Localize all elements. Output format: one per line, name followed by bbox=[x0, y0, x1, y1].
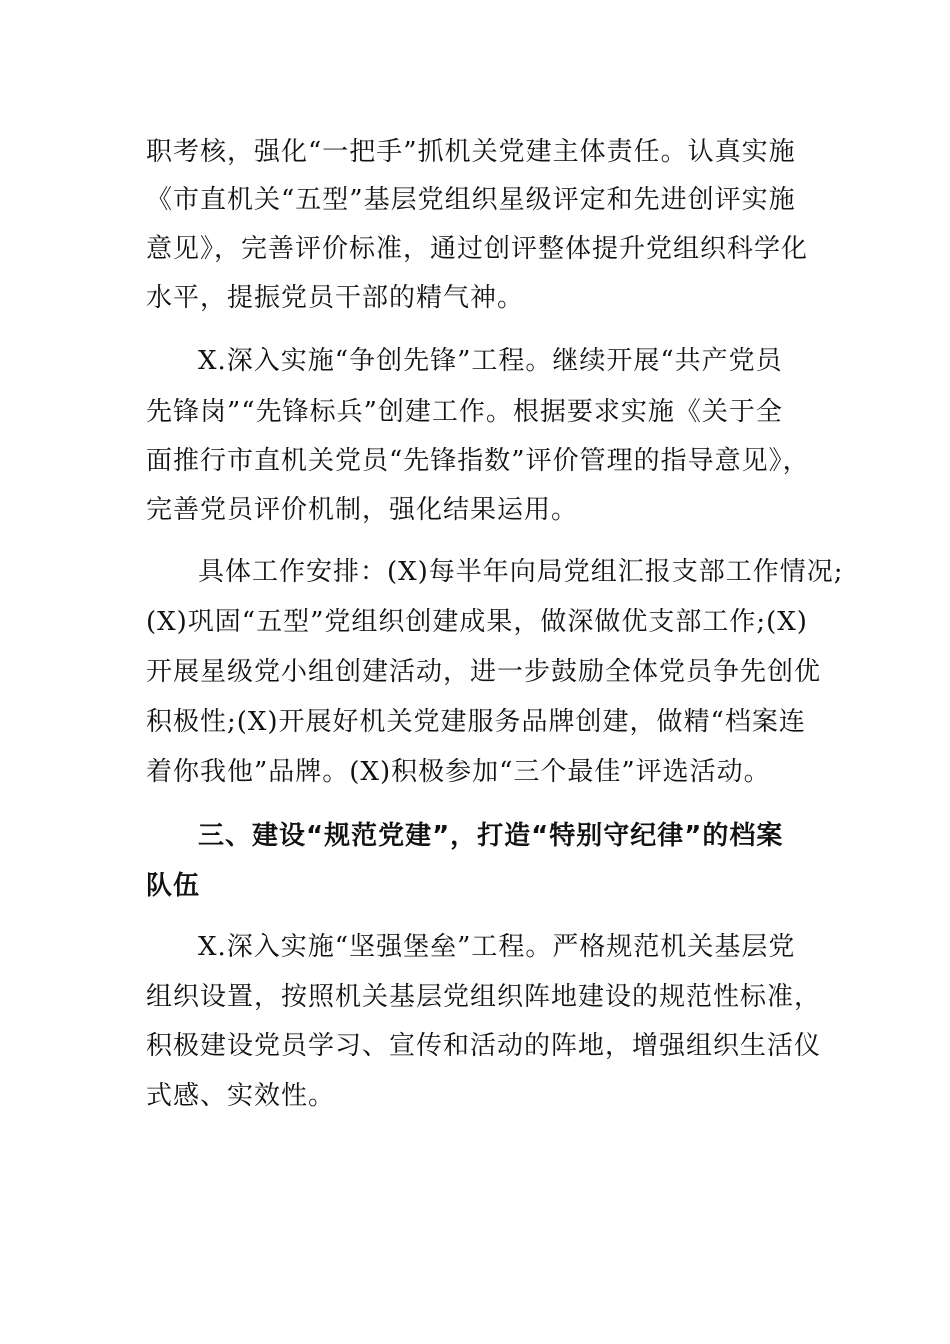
paragraph-line: 完善党员评价机制，强化结果运用。 bbox=[146, 495, 579, 525]
paragraph-line: 职考核，强化“一把手”抓机关党建主体责任。认真实施 bbox=[146, 137, 796, 167]
paragraph-line: 着你我他”品牌。(X)积极参加“三个最佳”评选活动。 bbox=[146, 757, 771, 787]
section-heading: 队伍 bbox=[146, 871, 201, 901]
paragraph-line: (X)巩固“五型”党组织创建成果，做深做优支部工作;(X) bbox=[146, 607, 808, 637]
paragraph-line: X.深入实施“争创先锋”工程。继续开展“共产党员 bbox=[198, 346, 783, 376]
paragraph-line: 水平，提振党员干部的精气神。 bbox=[146, 283, 525, 313]
section-heading: 三、建设“规范党建”，打造“特别守纪律”的档案 bbox=[198, 821, 784, 851]
paragraph-line: 具体工作安排：(X)每半年向局党组汇报支部工作情况; bbox=[198, 557, 844, 587]
paragraph-line: 面推行市直机关党员“先锋指数”评价管理的指导意见》， bbox=[146, 446, 810, 476]
paragraph-line: 开展星级党小组创建活动，进一步鼓励全体党员争先创优 bbox=[146, 657, 822, 687]
paragraph-line: X.深入实施“坚强堡垒”工程。严格规范机关基层党 bbox=[198, 932, 796, 962]
paragraph-line: 积极性;(X)开展好机关党建服务品牌创建，做精“档案连 bbox=[146, 707, 806, 737]
paragraph-line: 《市直机关“五型”基层党组织星级评定和先进创评实施 bbox=[146, 185, 796, 215]
paragraph-line: 式感、实效性。 bbox=[146, 1081, 336, 1111]
paragraph-line: 积极建设党员学习、宣传和活动的阵地，增强组织生活仪 bbox=[146, 1031, 822, 1061]
paragraph-line: 组织设置，按照机关基层党组织阵地建设的规范性标准， bbox=[146, 982, 822, 1012]
paragraph-line: 先锋岗”“先锋标兵”创建工作。根据要求实施《关于全 bbox=[146, 397, 783, 427]
paragraph-line: 意见》，完善评价标准，通过创评整体提升党组织科学化 bbox=[146, 234, 809, 264]
